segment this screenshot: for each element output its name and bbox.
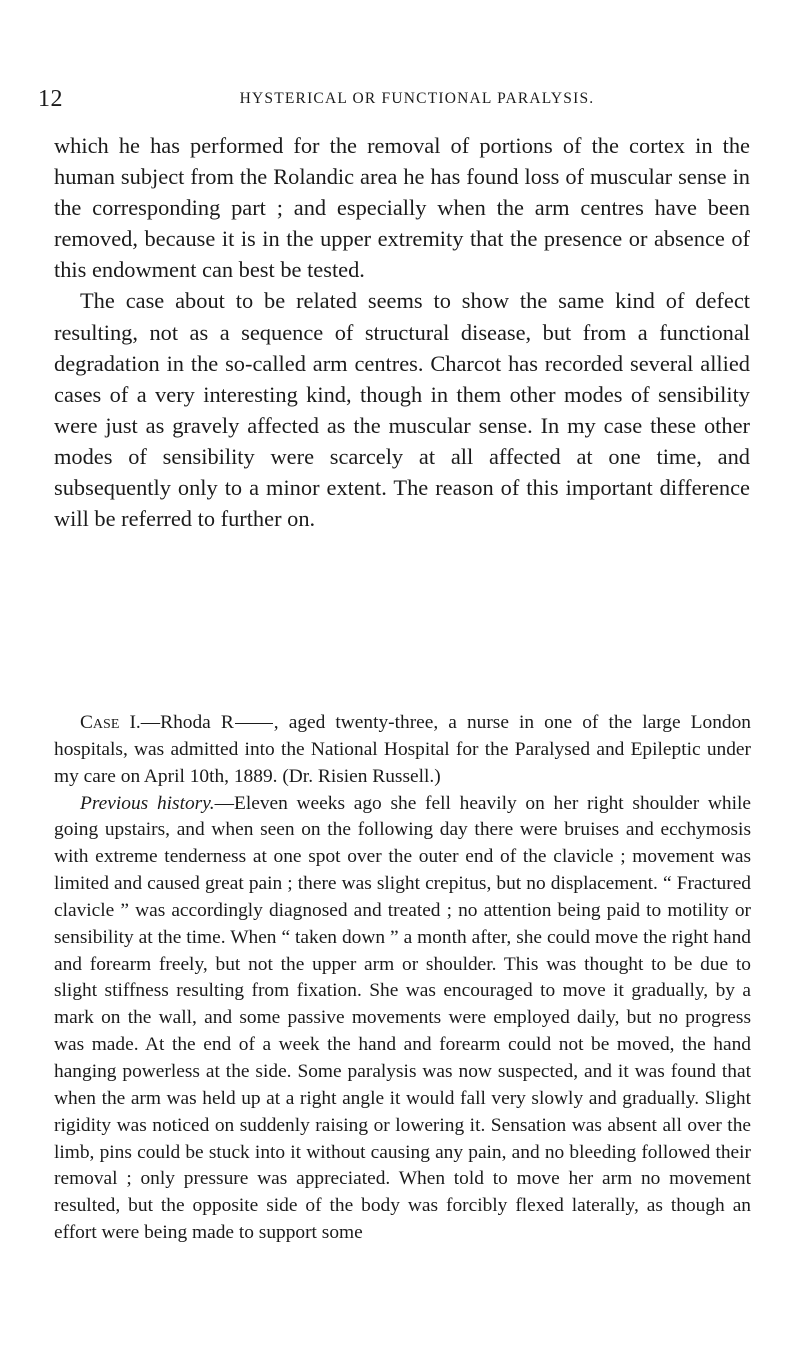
case-heading-paragraph <box>54 710 751 791</box>
previous-history-paragraph <box>54 791 751 1247</box>
case-report <box>54 710 751 1247</box>
previous-history-label: Previous history. <box>80 792 215 814</box>
patient-name: —Rhoda R <box>140 712 234 733</box>
paragraph-continued: which he has performed for the removal of portions of the cortex in the human subject from the Rolandic area he has found loss of muscular sense in the corresponding part ; and especially when the arm centres have been removed, because it is in the upper extremity that the presence or absence of this endowment can best be tested. <box>54 133 750 283</box>
paragraph-case-intro: The case about to be related seems to show the same kind of defect resulting, not as a sequence of structural disease, but from a functional degradation in the so-called arm centres. Charcot has recorded several allied cases of a very interesting kind, though in them other modes of sensibility were just as gravely affected as the muscular sense. In my case these other modes of sensibility were scarcely at all affected at one time, and subsequently only to a minor extent. The reason of this important difference will be referred to further on. <box>54 288 750 532</box>
previous-history-text: —Eleven weeks ago she fell heavily on her right shoulder while going upstairs, and when seen on the following day there were bruises and ecchymosis with extreme tenderness at one spot over the outer end of the clavicle ; movement was limited and caused great pain ; there was slight crepitus, but no displacement. “ Fractured clavicle ” was accordingly diagnosed and treated ; no attention being paid to motility or sensibility at the time. When “ taken down ” a month after, she could move the right hand and forearm freely, but not the upper arm or shoulder. This was thought to be due to slight stiffness resulting from fixation. She was encouraged to move it gradually, by a mark on the wall, and some passive movements were employed daily, but no progress was made. At the end of a week the hand and forearm could not be moved, the hand hanging powerless at the side. Some paralysis was now suspected, and it was found that when the arm was held up at a right angle it would fall very slowly and gradually. Slight rigidity was noticed on suddenly raising or lowering it. Sensation was absent all over the limb, pins could be stuck into it without causing any pain, and no bleeding followed their removal ; only pressure was appreciated. When told to move her arm no movement resulted, but the opposite side of the body was forcibly flexed laterally, as though an effort were being made to support some <box>54 792 751 1244</box>
running-title: HYSTERICAL OR FUNCTIONAL PARALYSIS. <box>239 90 595 107</box>
page-number: 12 <box>38 86 63 112</box>
case-label: Case I. <box>80 712 141 733</box>
case-admission-text: , aged twenty-three, a nurse in one of the large London hospitals, was admitted into the National Hospital for the Paralysed and Epileptic under my care on April 10th, 1889. (Dr. Risien Russell.) <box>54 712 751 787</box>
main-text <box>54 130 750 534</box>
name-dash <box>235 723 273 724</box>
running-head <box>38 86 756 110</box>
